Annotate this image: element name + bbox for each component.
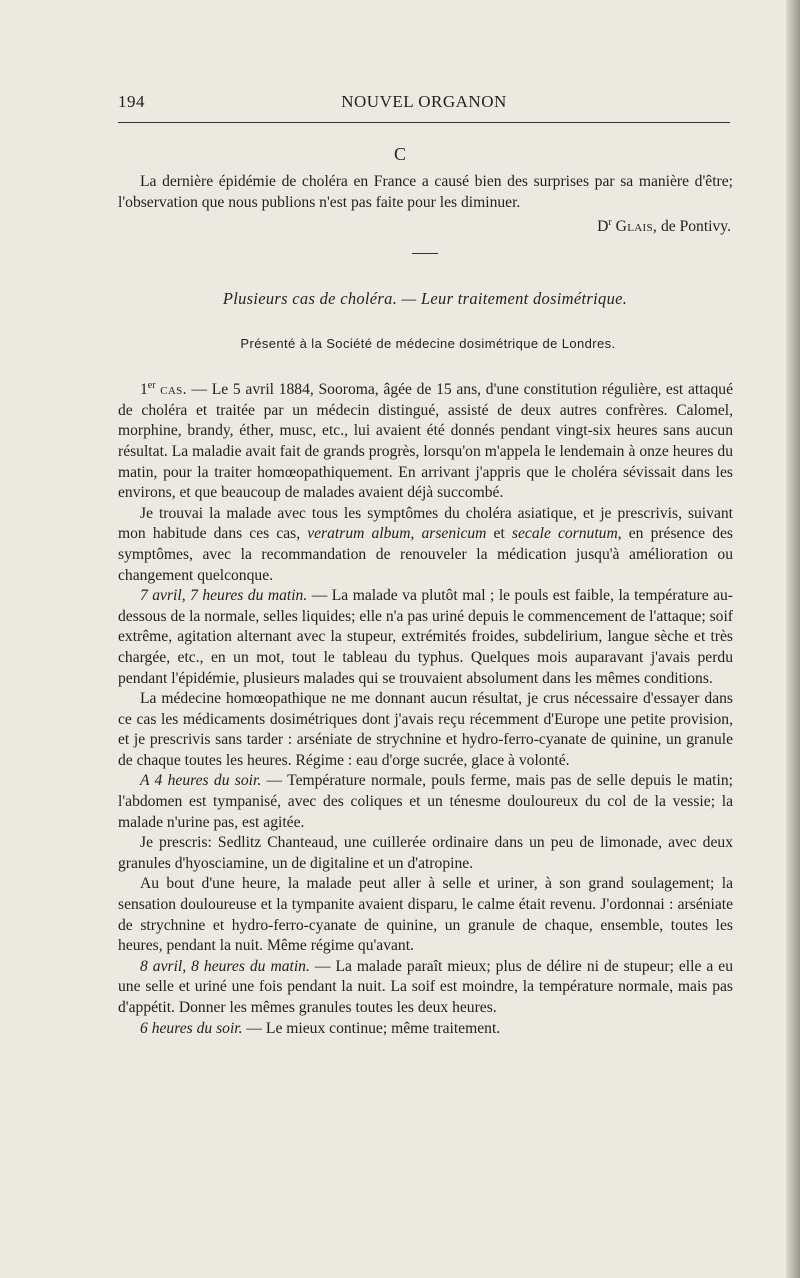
article-title: Plusieurs cas de choléra. — Leur traitement dosimétrique. [222, 289, 628, 308]
signature-name: Glais, [615, 218, 658, 236]
section-letter: C [393, 144, 406, 164]
running-title: NOUVEL ORGANON [341, 92, 507, 111]
presented-note: Présenté à la Société de médecine dosimétrique de Londres. [240, 336, 616, 351]
intro-section [118, 172, 733, 238]
date-heading: 8 avril, 8 heures du matin. [140, 957, 310, 975]
page-header [118, 92, 730, 116]
page-edge-shadow [786, 0, 800, 1278]
date-heading: 7 avril, 7 heures du matin. [140, 587, 308, 605]
article-body [118, 376, 733, 1039]
body-paragraph-2: Je trouvai la malade avec tous les symptômes du choléra asiatique, et je prescrivis, suivant mon habitude dans ces cas, veratrum album, arsenicum et secale cornutum, en présence des symptômes, avec la recommandation de renouveler la médication jusqu'à amélioration ou changement quelconque. [118, 504, 733, 584]
body-paragraph-8: 8 avril, 8 heures du matin. — La malade paraît mieux; plus de délire ni de stupeur; elle a eu une selle et uriné une fois pendant la nuit. La soif est moindre, la température normale, mais pas d'appétit. Donner les mêmes granules toutes les deux heures. [118, 957, 734, 1016]
date-heading: A 4 heures du soir. [140, 772, 262, 790]
signature-title-sup: r [608, 217, 612, 229]
signature-place: de Pontivy. [657, 218, 731, 236]
intro-paragraph: La dernière épidémie de choléra en France a causé bien des surprises par sa manière d'être; l'observation que nous publions n'est pas faite pour les diminuer. [118, 173, 733, 211]
signature [118, 213, 733, 238]
remedy-veratrum: veratrum album [307, 525, 411, 543]
header-rule [118, 122, 730, 123]
remedy-secale: secale cornutum [511, 525, 618, 543]
case-number: 1er cas. [140, 380, 187, 399]
body-paragraph-5: A 4 heures du soir. — Température normale, pouls ferme, mais pas de selle depuis le matin; l'abdomen est tympanisé, avec des coliques et un ténesme douloureux du col de la vessie; la malade n'urine pas, est agitée. [118, 772, 733, 831]
date-heading: 6 heures du soir. [140, 1019, 243, 1037]
separator-rule [412, 253, 438, 254]
remedy-arsenicum: arsenicum [421, 525, 487, 543]
body-paragraph-3: 7 avril, 7 heures du matin. — La malade va plutôt mal ; le pouls est faible, la température au-dessous de la normale, selles liquides; elle n'a pas uriné depuis le commencement de l'attaque; soif extrême, agitation alternant avec la stupeur, extrémités froides, subdelirium, langue sèche et très chargée, etc., en un mot, tout le tableau du typhus. Quelques mois auparavant j'avais perdu pendant l'épidémie, plusieurs malades qui se trouvaient absolument dans les mêmes conditions. [118, 587, 733, 687]
case-paragraph-1: 1er cas. — Le 5 avril 1884, Sooroma, âgée de 15 ans, d'une constitution régulière, est attaqué de choléra et traitée par un médecin distingué, assisté de deux autres confrères. Calomel, morphine, brandy, éther, musc, etc., lui avaient été donnés pendant vingt-six heures sans aucun résultat. La maladie avait fait de grands progrès, lorsqu'on m'appela le lendemain à onze heures du matin, pour la traiter homœopathiquement. En arrivant j'appris que le choléra sévissait dans les environs, et que beaucoup de malades avaient déjà succombé. [118, 380, 733, 502]
body-paragraph-6: Je prescris: Sedlitz Chanteaud, une cuillerée ordinaire dans un peu de limonade, avec deux granules d'hyosciamine, un de digitaline et un d'atropine. [118, 834, 733, 872]
signature-title: D [597, 218, 609, 236]
body-paragraph-7: Au bout d'une heure, la malade peut aller à selle et uriner, à son grand soulagement; la sensation douloureuse et la tympanite avaient disparu, le calme était revenu. J'ordonnai : arséniate de strychnine et hydro-ferro-cyanate de quinine, un granule de chaque, ensemble, toutes les heures, pendant la nuit. Même régime qu'avant. [118, 875, 733, 955]
body-paragraph-4: La médecine homœopathique ne me donnant aucun résultat, je crus nécessaire d'essayer dans ce cas les médicaments dosimétriques dont j'avais reçu récemment d'Europe une petite provision, et je prescrivis sans tarder : arséniate de strychnine et hydro-ferro-cyanate de quinine, un granule de chaque toutes les heures. Régime : eau d'orge sucrée, glace à volonté. [118, 690, 733, 769]
body-paragraph-9: 6 heures du soir. — Le mieux continue; même traitement. [140, 1019, 501, 1037]
page-number: 194 [118, 92, 145, 111]
